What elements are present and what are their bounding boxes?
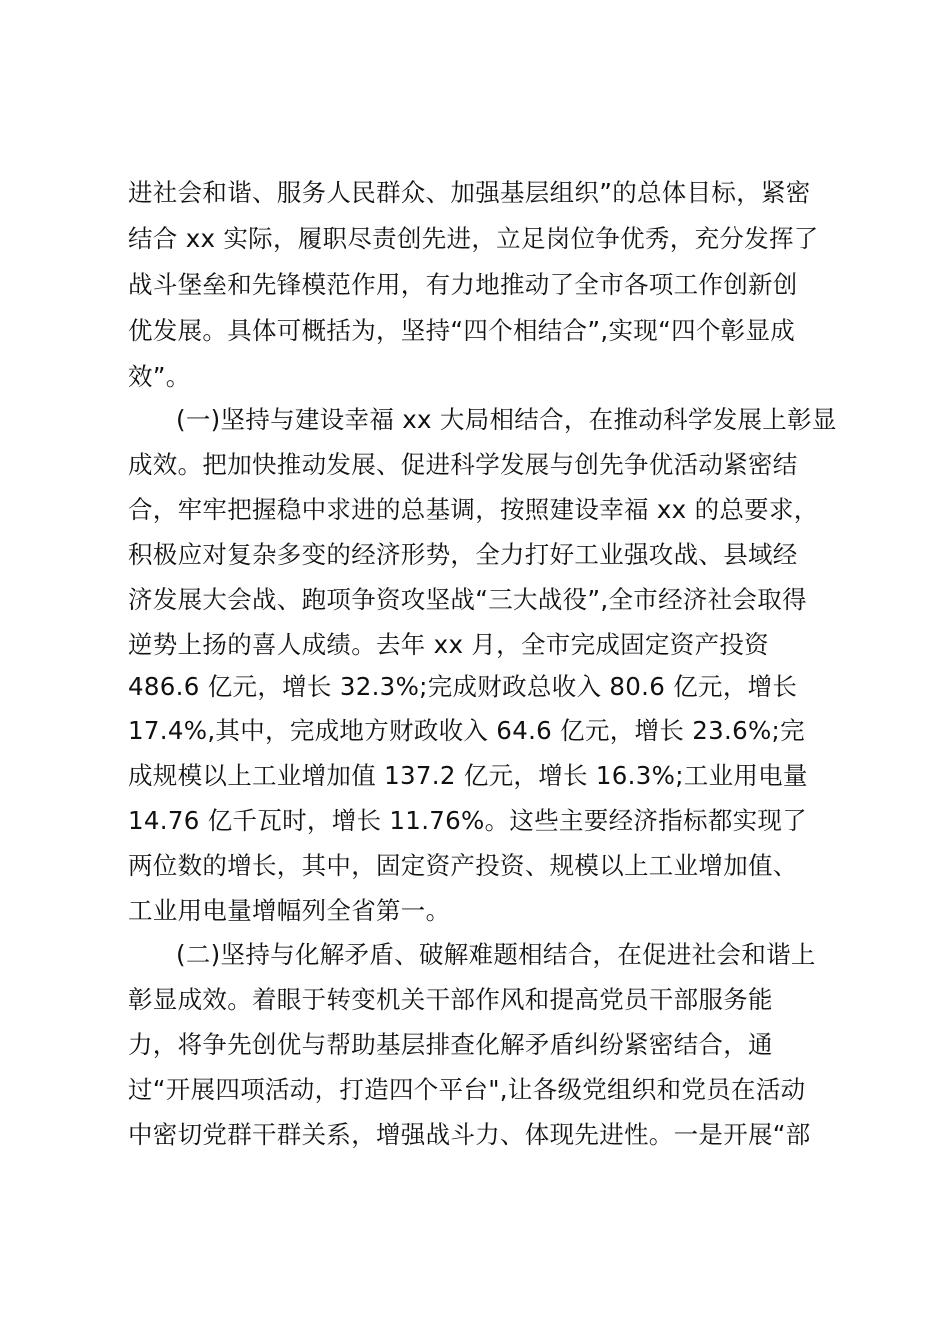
text-line: 过“开展四项活动，打造四个平台",让各级党组织和党员在活动 [128, 1075, 806, 1104]
text-line: 成效。把加快推动发展、促进科学发展与创先争优活动紧密结 [128, 450, 798, 479]
text-line: 中密切党群干群关系，增强战斗力、体现先进性。一是开展“部 [128, 1120, 811, 1149]
text-line: 积极应对复杂多变的经济形势，全力打好工业强攻战、县域经 [128, 540, 798, 569]
text-line: 合，牢牢把握稳中求进的总基调，按照建设幸福 xx 的总要求， [128, 495, 819, 524]
text-line: 战斗堡垒和先锋模范作用，有力地推动了全市各项工作创新创 [128, 270, 798, 299]
text-line: 逆势上扬的喜人成绩。去年 xx 月，全市完成固定资产投资 [128, 630, 769, 659]
text-line: 486.6 亿元，增长 32.3%;完成财政总收入 80.6 亿元，增长 [128, 672, 798, 701]
text-line: 成规模以上工业增加值 137.2 亿元，增长 16.3%;工业用电量 [128, 761, 808, 790]
section-heading-line: (一)坚持与建设幸福 xx 大局相结合，在推动科学发展上彰显 [176, 405, 837, 434]
text-line: 优发展。具体可概括为，坚持“四个相结合”,实现“四个彰显成 [128, 316, 796, 345]
section-heading-line: (二)坚持与化解矛盾、破解难题相结合，在促进社会和谐上 [176, 940, 816, 969]
text-line: 工业用电量增幅列全省第一。 [128, 896, 451, 925]
text-line: 效”。 [128, 362, 191, 391]
text-line: 进社会和谐、服务人民群众、加强基层组织”的总体目标，紧密 [128, 178, 811, 207]
text-line: 两位数的增长，其中，固定资产投资、规模以上工业增加值、 [128, 851, 798, 880]
text-line: 14.76 亿千瓦时，增长 11.76%。这些主要经济指标都实现了 [128, 806, 808, 835]
text-line: 彰显成效。着眼于转变机关干部作风和提高党员干部服务能 [128, 985, 773, 1014]
text-line: 济发展大会战、跑项争资攻坚战“三大战役”,全市经济社会取得 [128, 585, 807, 614]
text-line: 结合 xx 实际，履职尽责创先进，立足岗位争优秀，充分发挥了 [128, 224, 819, 253]
text-line: 17.4%,其中，完成地方财政收入 64.6 亿元，增长 23.6%;完 [128, 716, 805, 745]
text-line: 力，将争先创优与帮助基层排查化解矛盾纠纷紧密结合，通 [128, 1030, 773, 1059]
